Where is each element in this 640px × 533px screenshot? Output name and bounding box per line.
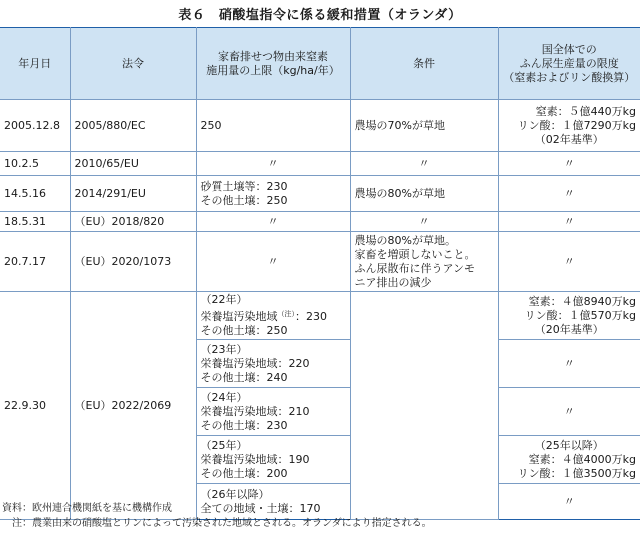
production-cell: 〃 xyxy=(498,232,640,292)
limit-cell: 〃 xyxy=(196,212,350,232)
condition-cell: 〃 xyxy=(350,212,498,232)
date-cell: 22.9.30 xyxy=(0,292,70,520)
limit-cell: （25年） 栄養塩汚染地域：190 その他土壌：200 xyxy=(196,436,350,484)
law-cell: （EU）2018/820 xyxy=(70,212,196,232)
production-cell: 窒素：５億440万kg リン酸：１億7290万kg （02年基準） xyxy=(498,100,640,152)
production-cell: 〃 xyxy=(498,388,640,436)
law-cell: 2010/65/EU xyxy=(70,152,196,176)
limit-cell: 砂質土壌等：230 その他土壌：250 xyxy=(196,176,350,212)
condition-cell: 農場の70%が草地 xyxy=(350,100,498,152)
production-cell: 窒素：４億8940万kg リン酸：１億570万kg （20年基準） xyxy=(498,292,640,340)
note-marker: （注） xyxy=(277,310,295,318)
table-row xyxy=(0,292,640,340)
production-cell: （25年以降） 窒素：４億4000万kg リン酸：１億3500万kg xyxy=(498,436,640,484)
condition-cell xyxy=(350,292,498,520)
limit-cell: （22年） 栄養塩汚染地域$^{(注)}$：230 その他土壌：250 xyxy=(196,292,350,340)
limit-cell: 〃 xyxy=(196,152,350,176)
footnote: 注：農業由来の硝酸塩とリンによって汚染された地域とされる。オランダにより指定される。 xyxy=(2,518,432,529)
date-cell: 10.2.5 xyxy=(0,152,70,176)
law-cell: 2014/291/EU xyxy=(70,176,196,212)
table-row xyxy=(0,176,640,212)
law-cell: （EU）2020/1073 xyxy=(70,232,196,292)
source-note: 資料：欧州連合機関紙を基に機構作成 xyxy=(2,503,172,514)
limit-cell: （24年） 栄養塩汚染地域：210 その他土壌：230 xyxy=(196,388,350,436)
limit-cell: （26年以降） 全ての地域・土壌：170 xyxy=(196,484,350,520)
production-cell: 〃 xyxy=(498,212,640,232)
limit-cell: （23年） 栄養塩汚染地域：220 その他土壌：240 xyxy=(196,340,350,388)
production-cell: 〃 xyxy=(498,484,640,520)
law-cell: （EU）2022/2069 xyxy=(70,292,196,520)
table-row xyxy=(0,212,640,232)
table-row xyxy=(0,152,640,176)
header-date: 年月日 xyxy=(0,28,70,100)
condition-cell: 〃 xyxy=(350,152,498,176)
date-cell: 2005.12.8 xyxy=(0,100,70,152)
condition-cell: 農場の80%が草地。 家畜を増頭しないこと。 ふん尿散布に伴うアンモ ニア排出の減少 xyxy=(350,232,498,292)
production-cell: 〃 xyxy=(498,176,640,212)
header-row xyxy=(0,28,640,100)
production-cell: 〃 xyxy=(498,152,640,176)
condition-cell: 農場の80%が草地 xyxy=(350,176,498,212)
table-row xyxy=(0,232,640,292)
table-row xyxy=(0,100,640,152)
limit-cell: 250 xyxy=(196,100,350,152)
production-cell: 〃 xyxy=(498,340,640,388)
header-limit: 家畜排せつ物由来窒素 施用量の上限（kg/ha/年） xyxy=(196,28,350,100)
header-production: 国全体での ふん尿生産量の限度 （窒素およびリン酸換算） xyxy=(498,28,640,100)
date-cell: 20.7.17 xyxy=(0,232,70,292)
relief-measures-table xyxy=(0,27,640,520)
header-condition: 条件 xyxy=(350,28,498,100)
table-title: 表６ 硝酸塩指令に係る緩和措置（オランダ） xyxy=(178,8,462,23)
date-cell: 18.5.31 xyxy=(0,212,70,232)
header-law: 法令 xyxy=(70,28,196,100)
date-cell: 14.5.16 xyxy=(0,176,70,212)
limit-cell: 〃 xyxy=(196,232,350,292)
law-cell: 2005/880/EC xyxy=(70,100,196,152)
